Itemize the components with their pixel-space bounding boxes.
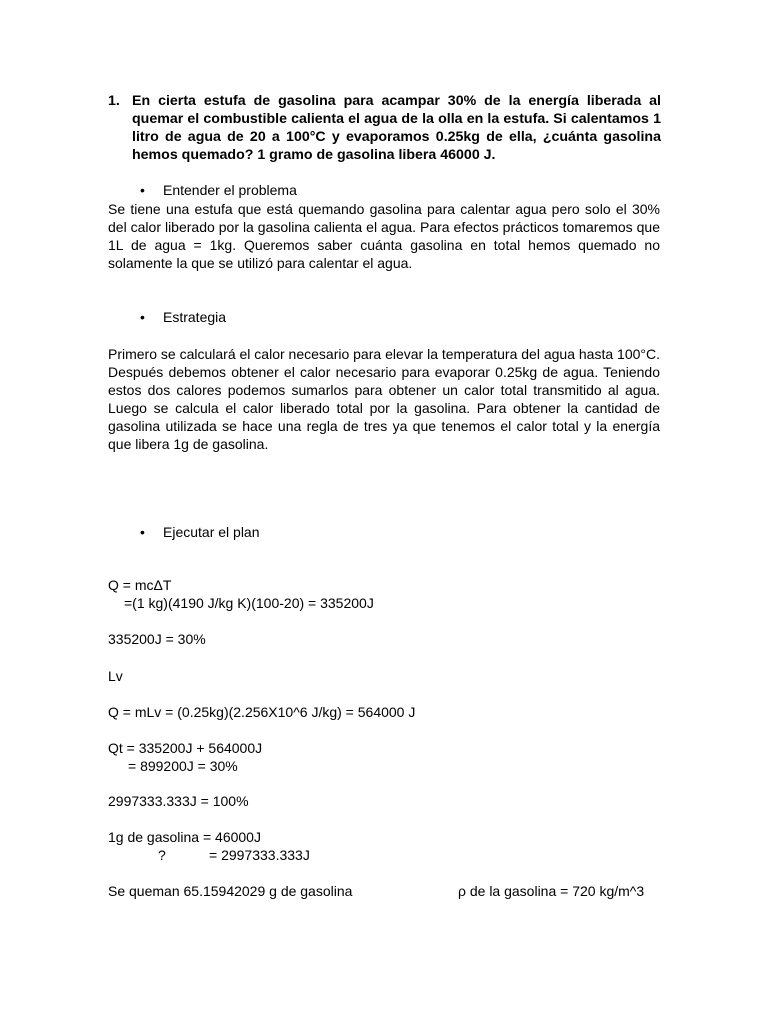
calc-heat-percent: 335200J = 30% bbox=[108, 631, 206, 647]
problem-statement bbox=[108, 92, 661, 164]
calc-latent-heat: Q = mLv = (0.25kg)(2.256X10^6 J/kg) = 564000 J bbox=[108, 704, 416, 720]
heading-execute: Ejecutar el plan bbox=[163, 524, 260, 540]
heading-strategy: Estrategia bbox=[163, 309, 227, 325]
calc-sensible-heat: =(1 kg)(4190 J/kg K)(100-20) = 335200J bbox=[124, 595, 374, 611]
paragraph-strategy: Primero se calculará el calor necesario para elevar la temperatura del agua hasta 100°C. Después debemos obtener el calor necesario para evaporar 0.25kg de agua. Teniendo estos dos calores podemos sumarlos para obtener un calor total transmitido al agua. Luego se calcula el calor liberado total por la gasolina. Para obtener la cantidad de gasolina utilizada se hace una regla de tres ya que tenemos el calor total y la energía que libera 1g de gasolina. bbox=[108, 346, 660, 452]
problem-text: En cierta estufa de gasolina para acampar 30% de la energía liberada al quemar el combustible calienta el agua de la olla en la estufa. Si calentamos 1 litro de agua de 20 a 100°C y evaporamos 0.25kg de ella, ¿cuánta gasolina hemos quemado? 1 gramo de gasolina libera 46000 J. bbox=[132, 93, 661, 163]
problem-number: 1. bbox=[108, 93, 120, 109]
bullet-understand bbox=[140, 181, 297, 199]
bullet-strategy bbox=[140, 308, 226, 326]
calc-lv-label: Lv bbox=[108, 668, 123, 684]
calc-unknown: ? bbox=[158, 847, 166, 863]
calc-result: Se queman 65.15942029 g de gasolina bbox=[108, 883, 353, 899]
gasoline-density: ρ de la gasolina = 720 kg/m^3 bbox=[458, 883, 645, 899]
bullet-icon: • bbox=[140, 524, 145, 540]
paragraph-understand: Se tiene una estufa que está quemando gasolina para calentar agua pero solo el 30% del calor liberado por la gasolina calienta el agua. Para efectos prácticos tomaremos que 1L de agua = 1kg. Queremos saber cuánta gasolina en total hemos quemado no solamente la que se utilizó para calentar el agua. bbox=[108, 201, 660, 271]
calc-formula: Q = mcΔT bbox=[108, 577, 172, 593]
calc-full-energy: 2997333.333J = 100% bbox=[108, 793, 249, 809]
heading-understand: Entender el problema bbox=[163, 182, 297, 198]
bullet-execute bbox=[140, 523, 260, 541]
bullet-icon: • bbox=[140, 182, 145, 198]
bullet-icon: • bbox=[140, 309, 145, 325]
calc-total-heat: Qt = 335200J + 564000J bbox=[108, 740, 263, 756]
calc-gram-energy: 1g de gasolina = 46000J bbox=[108, 829, 261, 845]
calc-total-heat-result: = 899200J = 30% bbox=[128, 758, 238, 774]
calc-unknown-energy: = 2997333.333J bbox=[209, 847, 310, 863]
